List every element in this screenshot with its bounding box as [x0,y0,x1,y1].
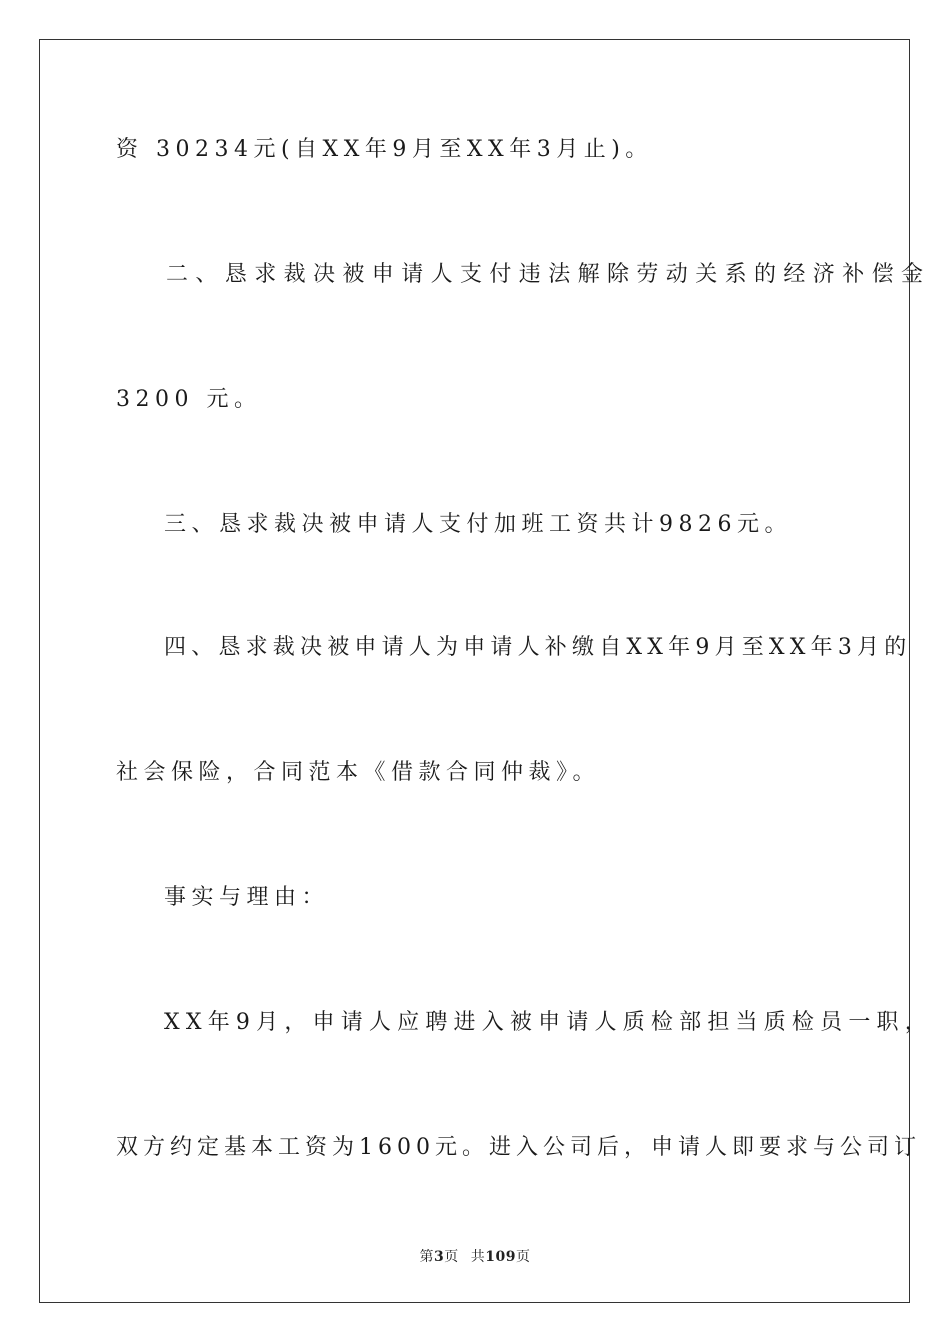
paragraph-line: 社会保险，合同范本《借款合同仲裁》。 [116,760,601,785]
page-suffix: 页 [444,1249,459,1265]
paragraph-line: 双方约定基本工资为1600元。进入公司后，申请人即要求与公司订 [116,1135,921,1160]
page-prefix: 第 [419,1249,434,1265]
paragraph-line: 资 30234元(自XX年9月至XX年3月止)。 [116,137,653,162]
page-border [39,39,910,1303]
paragraph-line: 二、恳求裁决被申请人支付违法解除劳动关系的经济补偿金 [166,262,931,287]
section-heading: 事实与理由： [164,885,330,910]
total-prefix: 共 [470,1249,486,1265]
total-suffix: 页 [515,1249,531,1265]
page-footer [0,1248,950,1266]
paragraph-line: 3200 元。 [116,387,262,412]
paragraph-line: 三、恳求裁决被申请人支付加班工资共计9826元。 [164,512,792,537]
total-pages: 109 [485,1249,516,1265]
paragraph-line: 四、恳求裁决被申请人为申请人补缴自XX年9月至XX年3月的 [164,635,912,660]
page-number: 3 [434,1249,445,1265]
paragraph-line: XX年9月，申请人应聘进入被申请人质检部担当质检员一职， [164,1010,933,1035]
